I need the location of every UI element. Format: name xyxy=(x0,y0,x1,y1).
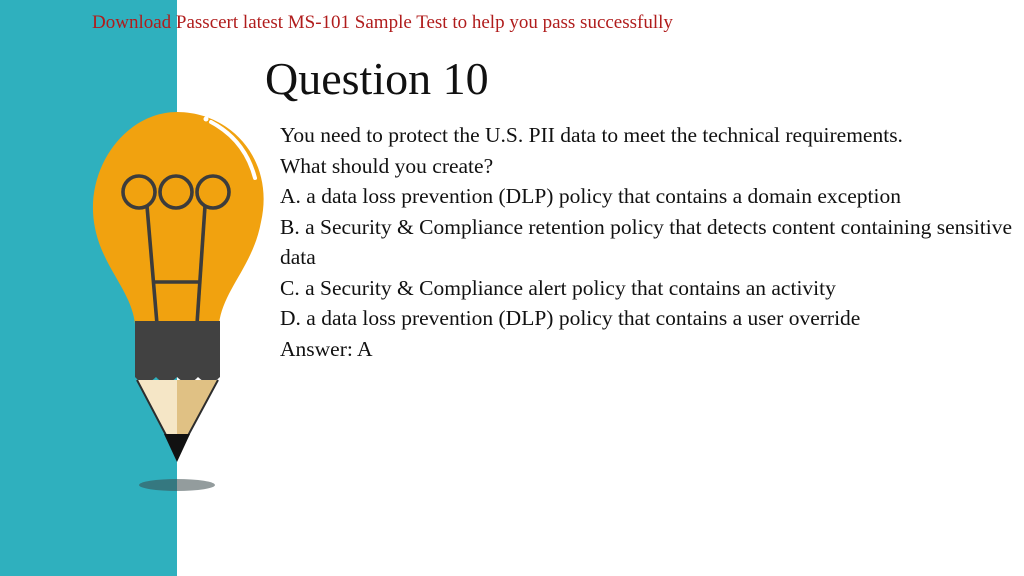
question-text-line: You need to protect the U.S. PII data to meet the technical requirements. xyxy=(280,123,903,147)
option-d: D. a data loss prevention (DLP) policy that contains a user override xyxy=(280,306,861,330)
lightbulb-pencil-icon xyxy=(85,100,275,500)
header-banner: Download Passcert latest MS-101 Sample Test to help you pass successfully xyxy=(92,12,673,33)
bulb-base xyxy=(135,321,220,383)
question-body xyxy=(280,120,1015,364)
option-a: A. a data loss prevention (DLP) policy that contains a domain exception xyxy=(280,184,901,208)
page-title: Question 10 xyxy=(265,53,489,104)
option-c: C. a Security & Compliance alert policy that contains an activity xyxy=(280,275,836,300)
question-text-line: What should you create? xyxy=(280,153,494,178)
shadow xyxy=(139,479,215,491)
answer-text: Answer: A xyxy=(280,336,373,361)
option-b: B. a Security & Compliance retention policy that detects content containing sensitive data xyxy=(280,214,1013,269)
pencil-lead xyxy=(164,434,190,462)
